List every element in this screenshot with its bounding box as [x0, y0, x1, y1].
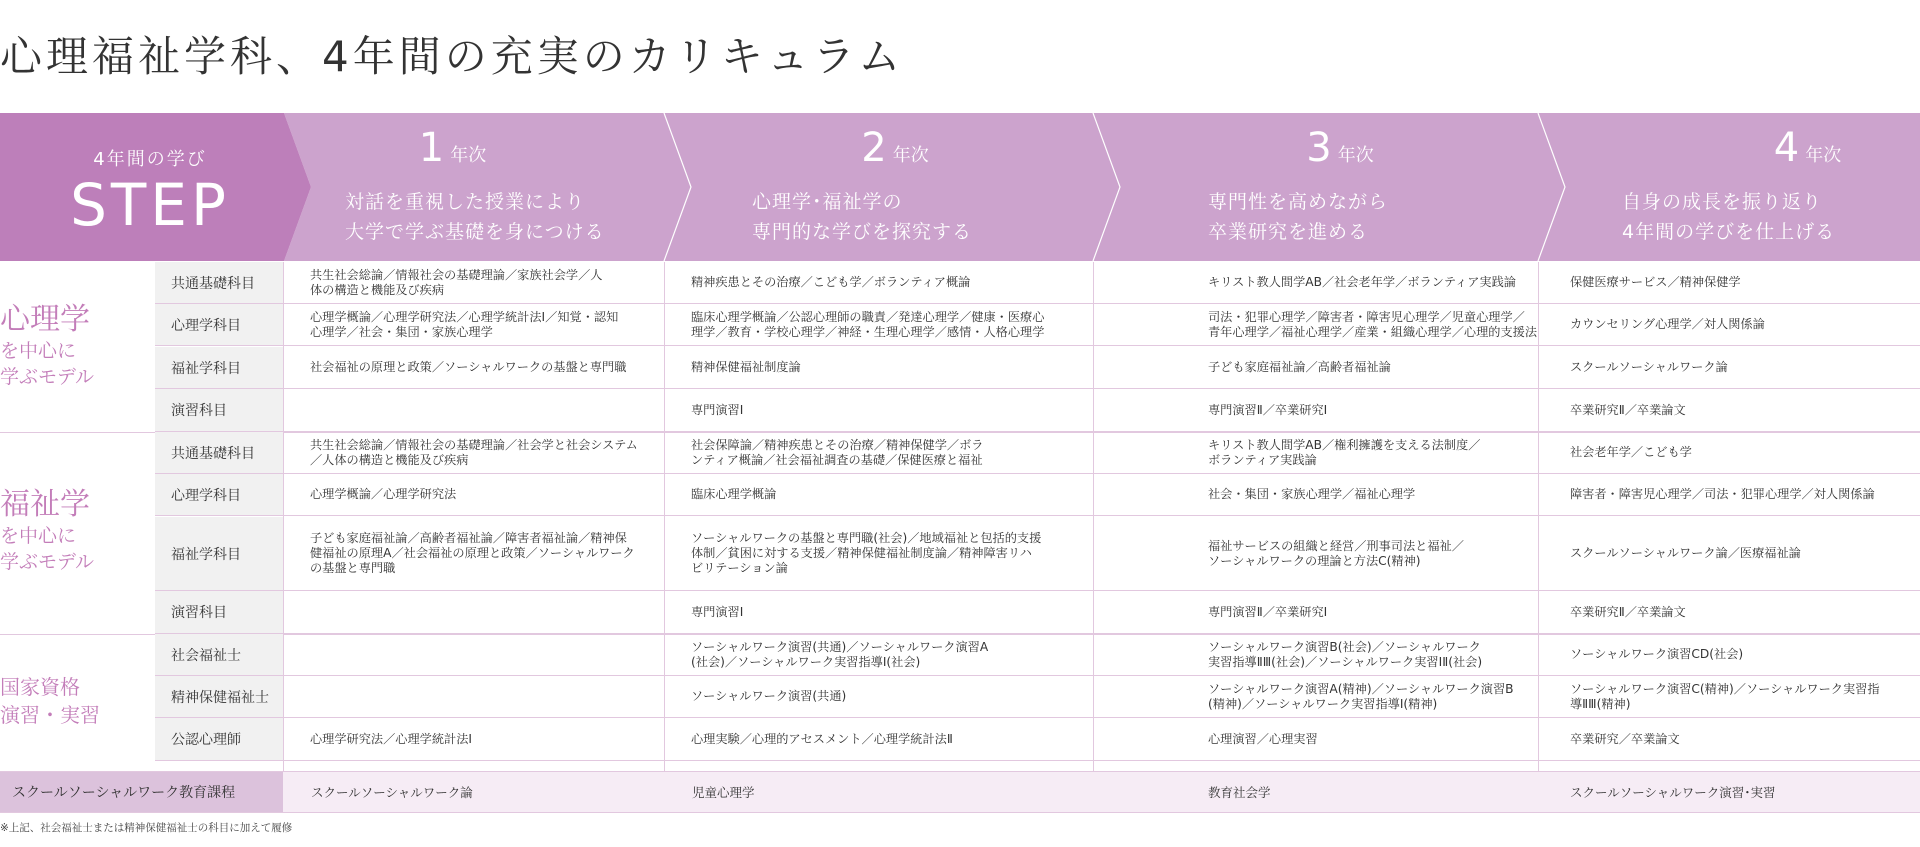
cell-year-3 [1208, 718, 1318, 760]
year-1-header [300, 113, 685, 261]
school-social-work-row [0, 771, 1920, 813]
table-row [155, 591, 1920, 634]
row-category: 共通基礎科目 [155, 432, 283, 473]
cell-year-3 [1208, 591, 1327, 633]
cell-year-2 [691, 676, 846, 717]
cell-text-line: ソーシャルワーク演習(共通) [691, 689, 847, 703]
row-category: 心理学科目 [155, 474, 283, 515]
year-4-header [1575, 113, 1920, 261]
cell-text-line: 社会福祉の原理と政策／ソーシャルワークの基盤と専門職 [310, 360, 627, 374]
table-row [155, 389, 1920, 432]
cell-text-line: ンティア概論／社会福祉調査の基礎／保健医療と福祉 [691, 452, 983, 467]
cell-year-2 [691, 474, 776, 515]
cell-year-3: 教育社会学 [1208, 785, 1271, 800]
cell-year-3 [1208, 389, 1327, 431]
group-label-license [0, 673, 100, 729]
table-row [155, 432, 1920, 474]
year-2-header [700, 113, 1110, 261]
cell-text-line: 体の構造と機能及び疾病 [310, 282, 445, 297]
cell-year-4 [1570, 262, 1741, 303]
row-category: 公認心理師 [155, 718, 283, 760]
cell-text-line: (社会)／ソーシャルワーク実習指導Ⅰ(社会) [691, 654, 921, 669]
cell-text-line: 卒業研究Ⅱ／卒業論文 [1570, 604, 1686, 619]
group-label-psychology [0, 302, 94, 390]
cell-year-3 [1208, 634, 1482, 675]
cell-year-3 [1208, 474, 1415, 515]
cell-text-line: 臨床心理学概論 [691, 487, 777, 501]
row-category: スクールソーシャルワーク教育課程 [0, 772, 283, 812]
cell-year-4: スクールソーシャルワーク演習･実習 [1570, 785, 1776, 800]
table-row [155, 517, 1920, 591]
cell-text-line: ソーシャルワークの基盤と専門職(社会)／地域福祉と包括的支援 [691, 531, 1042, 545]
row-category: 共通基礎科目 [155, 262, 283, 303]
cell-year-4 [1570, 591, 1686, 633]
cell-text-line: カウンセリング心理学／対人関係論 [1570, 317, 1765, 331]
cell-year-4 [1570, 432, 1692, 473]
cell-text-line: 理学／教育・学校心理学／神経・生理心理学／感情・人格心理学 [691, 324, 1045, 339]
cell-text-line: (精神)／ソーシャルワーク実習指導Ⅰ(精神) [1208, 696, 1438, 711]
cell-year-2 [691, 432, 984, 473]
cell-text-line: ボランティア実践論 [1208, 452, 1317, 467]
table-row [155, 304, 1920, 346]
cell-year-3 [1208, 347, 1391, 388]
cell-year-3 [1208, 676, 1514, 717]
cell-year-2 [691, 517, 1041, 590]
year-number: 1 [418, 125, 445, 171]
cell-text-line: 卒業研究／卒業論文 [1570, 731, 1680, 746]
step-title: STEP [70, 171, 230, 239]
cell-text-line: 心理学／社会・集団・家族心理学 [310, 324, 493, 339]
cell-text-line: 心理学概論／心理学研究法／心理学統計法Ⅰ／知覚・認知 [310, 309, 619, 324]
table-row [155, 676, 1920, 718]
year-desc-line: 自身の成長を振り返り [1622, 191, 1823, 213]
footnote: ※上記、社会福祉士または精神保健福祉士の科目に加えて履修 [0, 822, 293, 834]
cell-text-line: ソーシャルワーク演習C(精神)／ソーシャルワーク実習指 [1570, 681, 1880, 696]
cell-text-line: 社会老年学／こども学 [1570, 445, 1692, 459]
cell-year-4 [1570, 474, 1875, 515]
cell-text-line: 心理実験／心理的アセスメント／心理学統計法Ⅱ [691, 731, 953, 746]
cell-text-line: 福祉サービスの組織と経営／刑事司法と福祉／ [1208, 538, 1464, 553]
year-number: 4 [1773, 125, 1800, 171]
year-desc-line: 専門性を高めながら [1208, 191, 1389, 213]
group-label-line: 演習・実習 [0, 703, 100, 727]
group-label-main: 心理学 [0, 302, 90, 337]
cell-year-4 [1570, 517, 1801, 590]
cell-year-2 [691, 591, 743, 633]
cell-text-line: ビリテーション論 [691, 561, 788, 575]
cell-year-1 [310, 432, 638, 473]
group-label-main: 福祉学 [0, 487, 90, 522]
cell-year-2 [691, 347, 801, 388]
cell-text-line: ソーシャルワーク演習A(精神)／ソーシャルワーク演習B [1208, 681, 1514, 696]
cell-text-line: 精神疾患とその治療／こども学／ボランティア概論 [691, 275, 971, 289]
row-category: 福祉学科目 [155, 517, 283, 590]
cell-text-line: ／人体の構造と機能及び疾病 [310, 452, 469, 467]
cell-text-line: 精神保健福祉制度論 [691, 360, 801, 374]
year-suffix: 年次 [450, 145, 487, 166]
cell-text-line: 社会・集団・家族心理学／福祉心理学 [1208, 487, 1416, 501]
cell-year-1 [310, 474, 456, 515]
year-desc-line: 専門的な学びを探究する [752, 221, 973, 243]
table-row [155, 262, 1920, 304]
year-number: 3 [1306, 125, 1332, 171]
cell-year-3 [1208, 432, 1480, 473]
year-desc-line: 4年間の学びを仕上げる [1622, 221, 1836, 243]
step-box [0, 113, 300, 261]
group-label-welfare [0, 487, 94, 575]
cell-text-line: 共生社会総論／情報社会の基礎理論／社会学と社会システム [310, 437, 638, 452]
year-desc-line: 大学で学ぶ基礎を身につける [345, 221, 605, 243]
group-label-line: 学ぶモデル [0, 366, 95, 388]
cell-year-2: 児童心理学 [692, 785, 755, 800]
cell-year-4 [1570, 718, 1680, 760]
step-subtitle: 4年間の学び [93, 149, 207, 170]
row-category: 演習科目 [155, 389, 283, 431]
year-suffix: 年次 [1337, 145, 1374, 166]
cell-year-4 [1570, 304, 1765, 345]
table-row [155, 718, 1920, 761]
cell-text-line: ソーシャルワーク演習CD(社会) [1570, 647, 1744, 661]
cell-year-4 [1570, 347, 1728, 388]
page-title: 心理福祉学科、4年間の充実のカリキュラム [0, 32, 905, 81]
year-desc-line: 対話を重視した授業により [345, 191, 586, 213]
cell-text-line: スクールソーシャルワーク論 [1570, 360, 1728, 374]
cell-text-line: 健福祉の原理A／社会福祉の原理と政策／ソーシャルワーク [310, 546, 635, 560]
cell-year-1 [310, 262, 603, 303]
cell-text-line: 専門演習Ⅱ／卒業研究Ⅰ [1208, 604, 1328, 619]
cell-text-line: 導ⅡⅢ(精神) [1570, 696, 1631, 711]
row-category: 心理学科目 [155, 304, 283, 345]
cell-text-line: 専門演習Ⅰ [691, 402, 744, 417]
table-row [155, 347, 1920, 389]
step-header [0, 113, 1920, 261]
cell-text-line: 社会保障論／精神疾患とその治療／精神保健学／ボラ [691, 437, 984, 452]
cell-year-1 [310, 304, 618, 345]
cell-year-1 [310, 517, 635, 590]
cell-text-line: 子ども家庭福祉論／高齢者福祉論／障害者福祉論／精神保 [310, 531, 627, 545]
cell-year-3 [1208, 517, 1464, 590]
row-category: 社会福祉士 [155, 634, 283, 675]
cell-year-1 [310, 718, 472, 760]
group-label-line: 学ぶモデル [0, 551, 95, 573]
cell-text-line: 心理学概論／心理学研究法 [310, 487, 457, 501]
cell-text-line: 青年心理学／福祉心理学／産業・組織心理学／心理的支援法 [1208, 324, 1538, 339]
year-3-header [1130, 113, 1550, 261]
cell-text-line: ソーシャルワーク演習(共通)／ソーシャルワーク演習A [691, 639, 989, 654]
cell-year-3 [1208, 262, 1516, 303]
cell-text-line: 卒業研究Ⅱ／卒業論文 [1570, 402, 1686, 417]
cell-text-line: 共生社会総論／情報社会の基礎理論／家族社会学／人 [310, 267, 603, 282]
cell-text-line: 心理演習／心理実習 [1208, 731, 1318, 746]
cell-year-1: スクールソーシャルワーク論 [311, 785, 473, 800]
cell-text-line: 専門演習Ⅱ／卒業研究Ⅰ [1208, 402, 1328, 417]
table-row [155, 474, 1920, 516]
row-category: 演習科目 [155, 591, 283, 633]
year-suffix: 年次 [892, 145, 929, 166]
cell-text-line: 専門演習Ⅰ [691, 604, 744, 619]
table-row [155, 634, 1920, 676]
group-label-line: 国家資格 [0, 675, 80, 699]
year-desc-line: 卒業研究を進める [1208, 221, 1369, 243]
cell-year-2 [691, 304, 1044, 345]
cell-year-4 [1570, 634, 1743, 675]
cell-year-1 [310, 347, 626, 388]
cell-text-line: 障害者・障害児心理学／司法・犯罪心理学／対人関係論 [1570, 487, 1875, 501]
cell-year-2 [691, 718, 953, 760]
cell-text-line: キリスト教人間学AB／社会老年学／ボランティア実践論 [1208, 275, 1516, 289]
group-label-line: を中心に [0, 525, 77, 547]
year-suffix: 年次 [1805, 145, 1842, 166]
year-desc-line: 心理学･福祉学の [752, 191, 903, 213]
cell-year-4 [1570, 676, 1880, 717]
cell-text-line: の基盤と専門職 [310, 561, 396, 575]
group-label-line: を中心に [0, 340, 77, 362]
cell-text-line: 実習指導ⅡⅢ(社会)／ソーシャルワーク実習ⅠⅡ(社会) [1208, 654, 1483, 669]
cell-text-line: ソーシャルワークの理論と方法C(精神) [1208, 553, 1421, 568]
cell-year-2 [691, 634, 988, 675]
row-category: 精神保健福祉士 [155, 676, 283, 717]
cell-year-4 [1570, 389, 1686, 431]
cell-text-line: 司法・犯罪心理学／障害者・障害児心理学／児童心理学／ [1208, 309, 1525, 324]
cell-year-2 [691, 262, 970, 303]
cell-text-line: スクールソーシャルワーク論／医療福祉論 [1570, 546, 1801, 560]
cell-year-3 [1208, 304, 1537, 345]
cell-text-line: 臨床心理学概論／公認心理師の職責／発達心理学／健康・医療心 [691, 309, 1045, 324]
cell-text-line: 保健医療サービス／精神保健学 [1570, 275, 1741, 289]
cell-text-line: 子ども家庭福祉論／高齢者福祉論 [1208, 360, 1391, 374]
cell-text-line: ソーシャルワーク演習B(社会)／ソーシャルワーク [1208, 639, 1481, 654]
cell-text-line: 体制／貧困に対する支援／精神保健福祉制度論／精神障害リハ [691, 546, 1032, 560]
cell-year-2 [691, 389, 743, 431]
cell-text-line: 心理学研究法／心理学統計法Ⅰ [310, 731, 473, 746]
year-number: 2 [861, 125, 887, 171]
cell-text-line: キリスト教人間学AB／権利擁護を支える法制度／ [1208, 437, 1481, 452]
row-category: 福祉学科目 [155, 347, 283, 388]
